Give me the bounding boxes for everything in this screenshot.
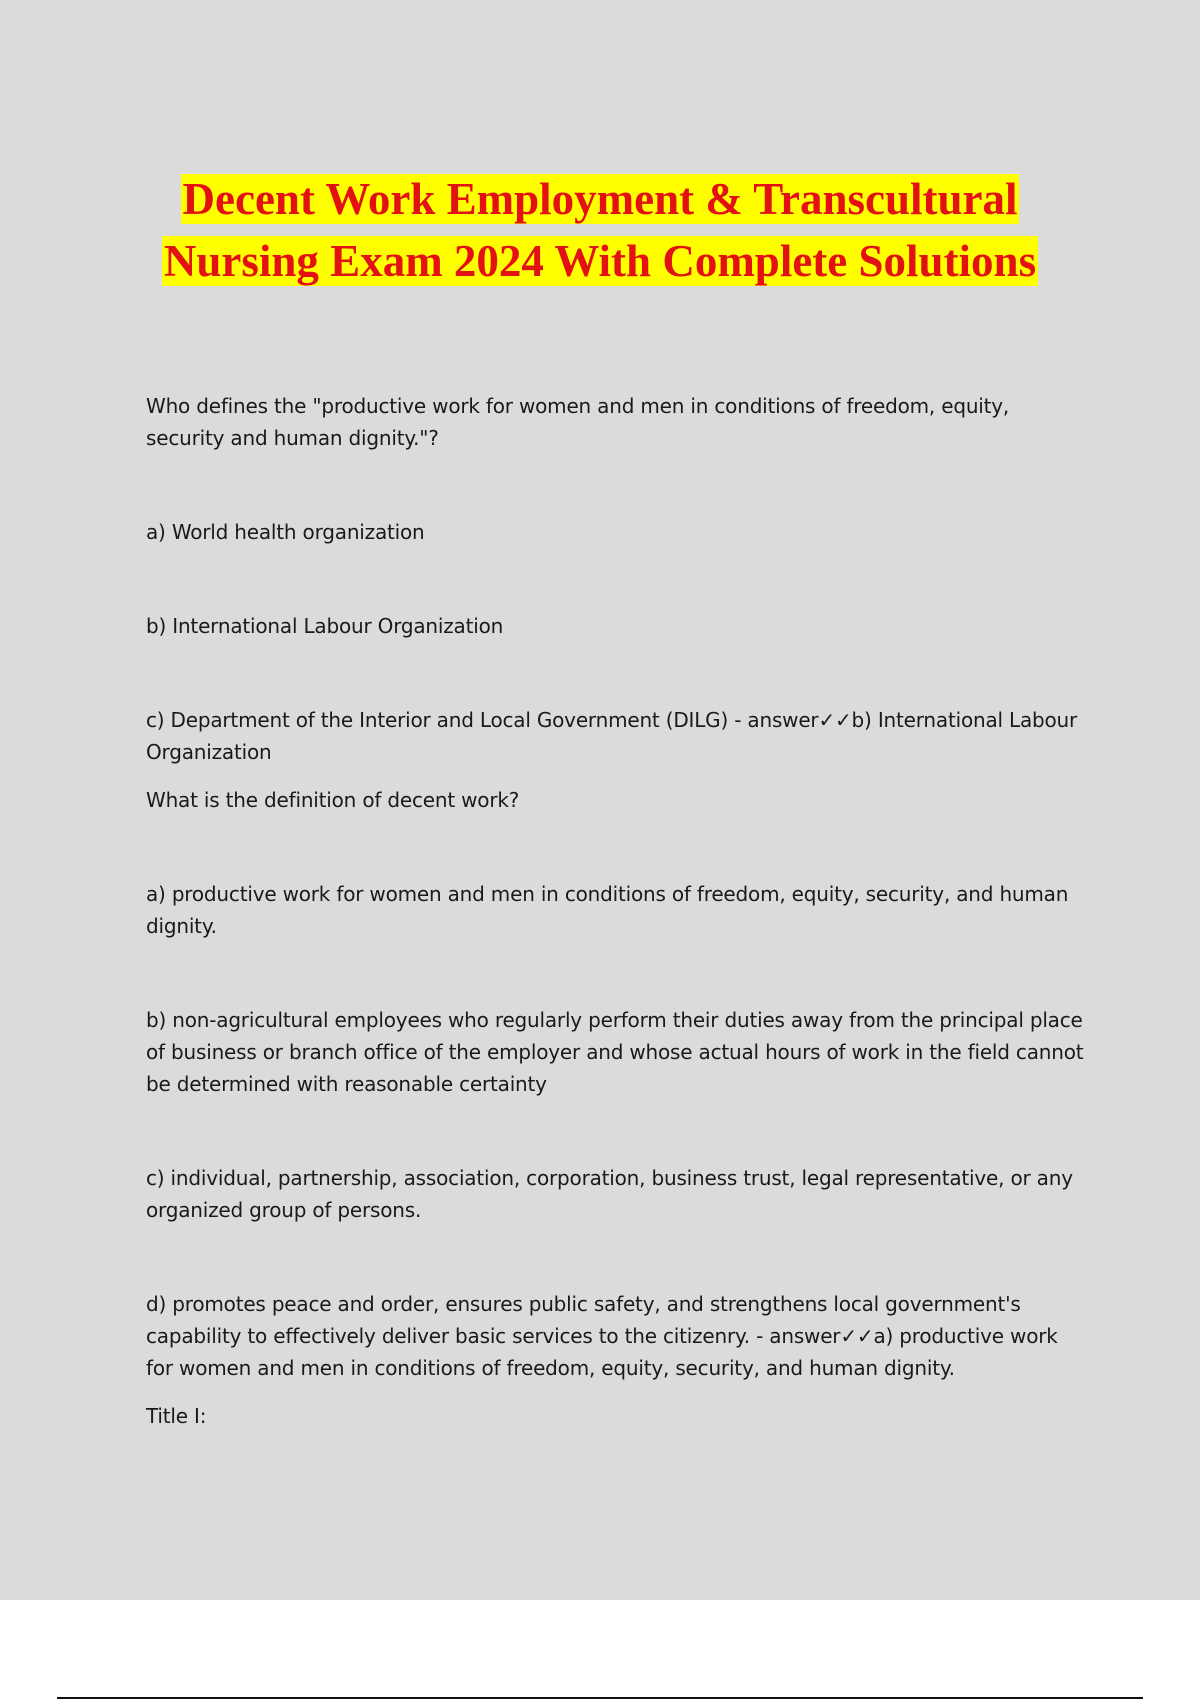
question-1-option-c-answer: c) Department of the Interior and Local Government (DILG) - answer✓✓b) International Labour Organization (146, 708, 1078, 764)
title-line-2: Nursing Exam 2024 With Complete Solutions (163, 236, 1037, 286)
question-2-option-c: c) individual, partnership, association, corporation, business trust, legal representative, or any organized group of persons. (146, 1166, 1073, 1222)
document-title (0, 168, 1200, 292)
question-2-option-b: b) non-agricultural employees who regularly perform their duties away from the principal place of business or branch office of the employer and whose actual hours of work in the field cannot be determined with reasonable certainty (146, 1008, 1084, 1096)
title-line-1: Decent Work Employment & Transcultural (182, 174, 1018, 224)
question-2-text: What is the definition of decent work? (146, 788, 520, 812)
question-1-text: Who defines the "productive work for women and men in conditions of freedom, equity, security and human dignity."? (146, 394, 1010, 450)
page-divider (57, 1697, 1143, 1699)
question-1-option-a: a) World health organization (146, 520, 425, 544)
document-body (146, 390, 1086, 1432)
question-1-option-b: b) International Labour Organization (146, 614, 504, 638)
section-heading-title-1: Title I: (146, 1404, 207, 1428)
question-2-option-a: a) productive work for women and men in conditions of freedom, equity, security, and human dignity. (146, 882, 1069, 938)
question-2-option-d-answer: d) promotes peace and order, ensures public safety, and strengthens local government's capability to effectively deliver basic services to the citizenry. - answer✓✓a) productive work for women and men in conditions of freedom, equity, security, and human dignity. (146, 1292, 1058, 1380)
